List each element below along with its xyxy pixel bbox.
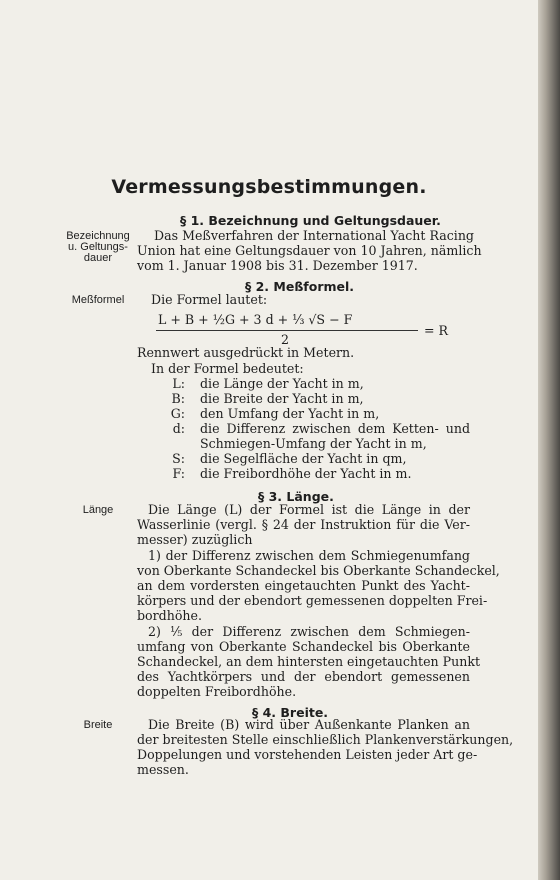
definition-text: die Breite der Yacht in m, (200, 391, 364, 406)
formula-after: Rennwert ausgedrückt in Metern. (137, 345, 355, 360)
section-1-line: vom 1. Januar 1908 bis 31. Dezember 1917. (137, 258, 418, 273)
page-edge-shadow (538, 0, 560, 880)
definition-text: die Freibordhöhe der Yacht in m. (200, 466, 412, 481)
section-3-line: körpers und der ebendort gemessenen doppelten Frei- (137, 593, 488, 608)
formula-intro: Die Formel lautet: (151, 292, 268, 307)
margin-note-laenge: Länge (82, 504, 114, 516)
section-4-line: Doppelungen und vorstehenden Leisten jeder Art ge- (137, 747, 478, 762)
definition-symbol: G: (170, 406, 185, 421)
definition-text: den Umfang der Yacht in m, (200, 406, 380, 421)
section-1-line: Union hat eine Geltungsdauer von 10 Jahren, nämlich (137, 243, 482, 258)
section-3-line: des Yachtkörpers und der ebendort gemessenen (137, 669, 470, 684)
section-3-line: Schandeckel, an dem hintersten eingetauchten Punkt (137, 654, 481, 669)
section-3-heading: § 3. Länge. (258, 489, 334, 504)
definition-text: die Segelfläche der Yacht in qm, (200, 451, 407, 466)
section-3-line: bordhöhe. (137, 608, 202, 623)
section-1-heading: § 1. Bezeichnung und Geltungsdauer. (180, 213, 441, 228)
formula-denominator: 2 (281, 332, 290, 347)
section-3-line: Wasserlinie (vergl. § 24 der Instruktion für die Ver- (137, 517, 470, 532)
section-4-heading: § 4. Breite. (252, 705, 329, 720)
page-title: Vermessungsbestimmungen. (111, 176, 427, 198)
formula-result: = R (424, 323, 449, 338)
definition-symbol: d: (172, 421, 185, 436)
section-3-line: Die Länge (L) der Formel ist die Länge in der (148, 502, 470, 517)
definition-symbol: S: (172, 451, 185, 466)
margin-note-bezeichnung: Bezeichnung u. Geltungs- dauer (66, 230, 130, 264)
formula-numerator: L + B + ½G + 3 d + ⅓ √S − F (158, 312, 353, 327)
section-3-line: messer) zuzüglich (137, 532, 253, 547)
definition-symbol: B: (171, 391, 185, 406)
section-3-line: 2) ⅕ der Differenz zwischen dem Schmiegen- (148, 624, 470, 639)
section-2-heading: § 2. Meßformel. (245, 279, 355, 294)
section-3-line: von Oberkante Schandeckel bis Oberkante Schandeckel, (137, 563, 500, 578)
section-3-line: doppelten Freibordhöhe. (137, 684, 297, 699)
section-1-line: Das Meßverfahren der International Yacht Racing (154, 228, 474, 243)
section-4-line: der breitesten Stelle einschließlich Plankenverstärkungen, (137, 732, 514, 747)
margin-note-messformel: Meßformel (71, 294, 125, 306)
definition-text: die Differenz zwischen dem Ketten- und (200, 421, 470, 436)
meaning-intro: In der Formel bedeutet: (151, 361, 304, 376)
definition-symbol: F: (172, 466, 185, 481)
definition-text: die Länge der Yacht in m, (200, 376, 364, 391)
section-4-line: messen. (137, 762, 189, 777)
section-4-line: Die Breite (B) wird über Außenkante Planken an (148, 717, 470, 732)
section-3-line: an dem vordersten eingetauchten Punkt des Yacht- (137, 578, 470, 593)
margin-note-breite: Breite (83, 719, 113, 731)
definition-text: Schmiegen-Umfang der Yacht in m, (200, 436, 427, 451)
definition-symbol: L: (172, 376, 185, 391)
section-3-line: 1) der Differenz zwischen dem Schmiegenumfang (148, 548, 470, 563)
fraction-line (156, 330, 418, 331)
section-3-line: umfang von Oberkante Schandeckel bis Oberkante (137, 639, 470, 654)
